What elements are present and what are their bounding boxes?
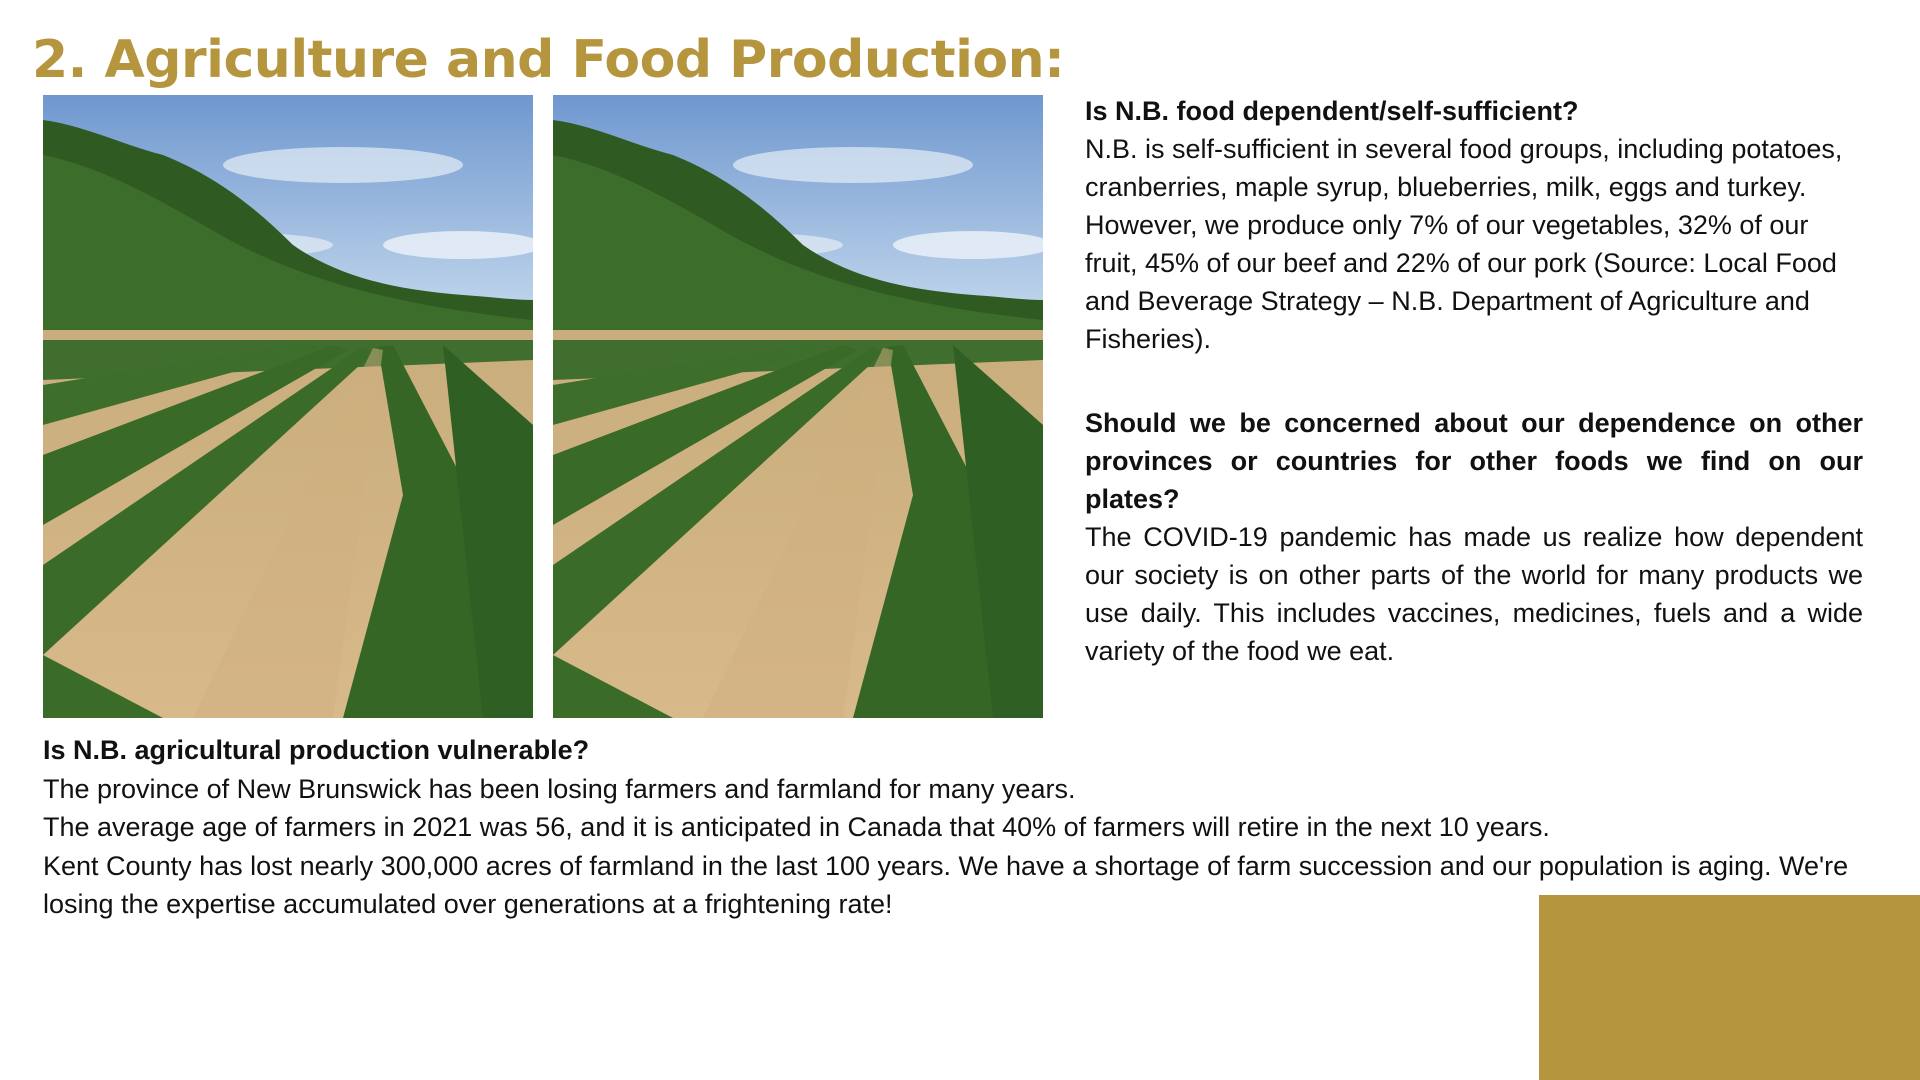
slide-title: 2. Agriculture and Food Production: (32, 30, 1065, 90)
concern-question: Should we be concerned about our dependence on other provinces or countries for other foods we find on our plates? (1085, 408, 1863, 514)
dependence-body: N.B. is self-sufficient in several food groups, including potatoes, cranberries, maple syrup, blueberries, milk, eggs and turkey. However, we produce only 7% of our vegetables, 32% of our fruit, 45% of our beef and 22% of our pork (Source: Local Food and Beverage Strategy – N.B. Department of Agriculture and Fisheries). (1085, 134, 1843, 354)
potato-field-photo-left (43, 95, 533, 718)
accent-block (1539, 895, 1920, 1080)
right-text-column (1085, 92, 1863, 670)
vulnerable-question: Is N.B. agricultural production vulnerable? (43, 735, 590, 765)
vulnerable-line-1: The province of New Brunswick has been losing farmers and farmland for many years. (43, 773, 1076, 804)
vulnerable-line-3: Kent County has lost nearly 300,000 acres of farmland in the last 100 years. We have a shortage of farm succession and our population is aging. We're losing the expertise accumulated over generations at a frightening rate! (43, 850, 1849, 919)
dependence-question: Is N.B. food dependent/self-sufficient? (1085, 96, 1579, 126)
potato-field-photo-right (553, 95, 1043, 718)
concern-body: The COVID-19 pandemic has made us realize how dependent our society is on other parts of the world for many products we use daily. This includes vaccines, medicines, fuels and a wide variety of the food we eat. (1085, 522, 1863, 666)
vulnerable-line-2: The average age of farmers in 2021 was 56, and it is anticipated in Canada that 40% of farmers will retire in the next 10 years. (43, 812, 1550, 842)
potato-field-image (553, 95, 1043, 718)
potato-field-image (43, 95, 533, 718)
